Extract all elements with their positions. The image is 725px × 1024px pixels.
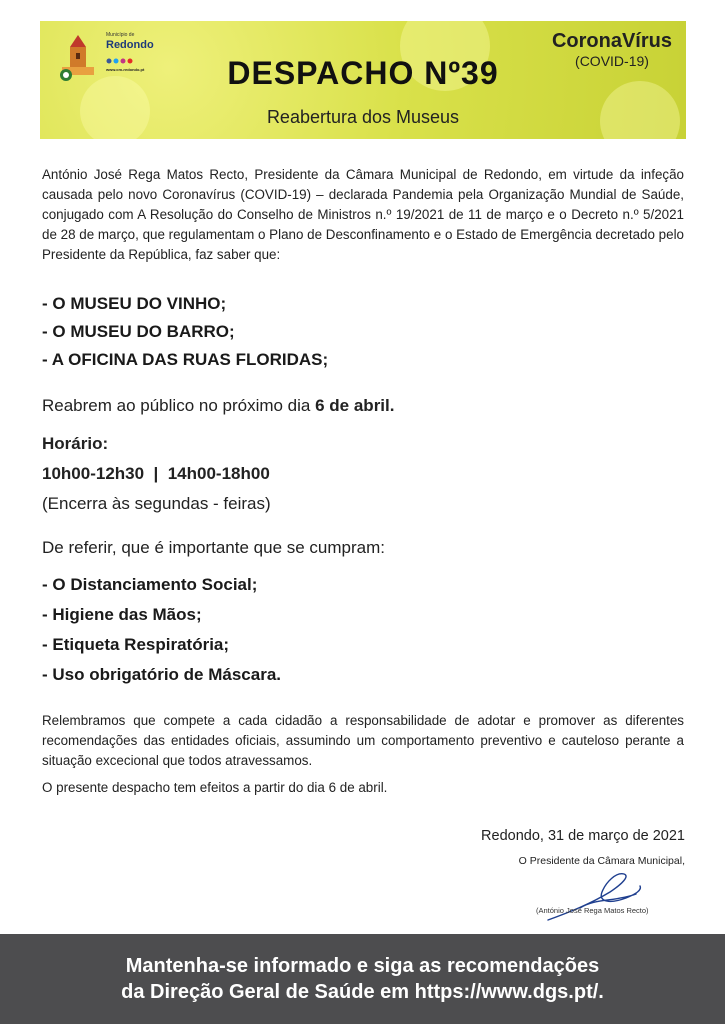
schedule-times: 10h00-12h30 | 14h00-18h00 xyxy=(42,464,270,483)
document-subtitle: Reabertura dos Museus xyxy=(266,107,460,127)
museum-list xyxy=(42,290,328,374)
header-banner xyxy=(40,21,686,139)
effect-statement: O presente despacho tem efeitos a partir do dia 6 de abril. xyxy=(42,780,388,795)
measure-item: - Higiene das Mãos; xyxy=(42,605,202,624)
place-date: Redondo, 31 de março de 2021 xyxy=(481,828,685,844)
reminder-paragraph: Relembramos que compete a cada cidadão a responsabilidade de adotar e promover as diferentes recomendações das entidades oficiais, assumindo um comportamento preventivo e cauteloso perante a situação excecional que todos atravessamos. xyxy=(42,713,684,768)
logo-line1: Município de xyxy=(106,32,135,38)
museum-item: - O MUSEU DO BARRO; xyxy=(42,322,235,341)
reopen-date: 6 de abril. xyxy=(315,396,395,415)
logo-text xyxy=(106,33,154,51)
schedule-label: Horário: xyxy=(42,434,109,453)
footer-banner xyxy=(0,934,725,1024)
footer-line1: Mantenha-se informado e siga as recomendações xyxy=(125,955,600,977)
measures-list xyxy=(42,570,281,690)
schedule-note: (Encerra às segundas - feiras) xyxy=(42,494,271,513)
coronavirus-label xyxy=(552,31,672,68)
handwritten-signature xyxy=(540,868,650,928)
signer-name: (António José Rega Matos Recto) xyxy=(536,906,649,915)
logo-line2: Redondo xyxy=(106,38,154,51)
footer-line2: da Direção Geral de Saúde em https://www.dgs.pt/. xyxy=(121,981,604,1003)
reopen-statement xyxy=(42,396,394,416)
reopen-text: Reabrem ao público no próximo dia xyxy=(42,396,316,415)
museum-item: - A OFICINA DAS RUAS FLORIDAS; xyxy=(42,350,329,369)
coronavirus-title: CoronaVírus xyxy=(551,30,672,52)
measure-item: - O Distanciamento Social; xyxy=(42,575,258,594)
intro-paragraph: António José Rega Matos Recto, Presidente da Câmara Municipal de Redondo, em virtude da infeção causada pelo novo Coronavírus (COVID-19) – declarada Pandemia pela Organização Mundial de Saúde, conjugado com A Resolução do Conselho de Ministros n.º 19/2021 de 11 de março e o Decreto n.º 5/2021 de 28 de março, que regulamentam o Plano de Desconfinamento e o Estado de Emergência decretado pelo Presidente da República, faz saber que: xyxy=(42,167,684,262)
logo-url: www.cm-redondo.pt xyxy=(106,67,145,72)
covid-subtitle: (COVID-19) xyxy=(575,53,649,69)
document-title: DESPACHO Nº39 xyxy=(227,55,499,91)
measure-item: - Uso obrigatório de Máscara. xyxy=(42,665,281,684)
president-title: O Presidente da Câmara Municipal, xyxy=(518,855,685,867)
measure-item: - Etiqueta Respiratória; xyxy=(42,635,230,654)
museum-item: - O MUSEU DO VINHO; xyxy=(42,294,227,313)
measures-intro: De referir, que é importante que se cumpram: xyxy=(42,538,385,557)
